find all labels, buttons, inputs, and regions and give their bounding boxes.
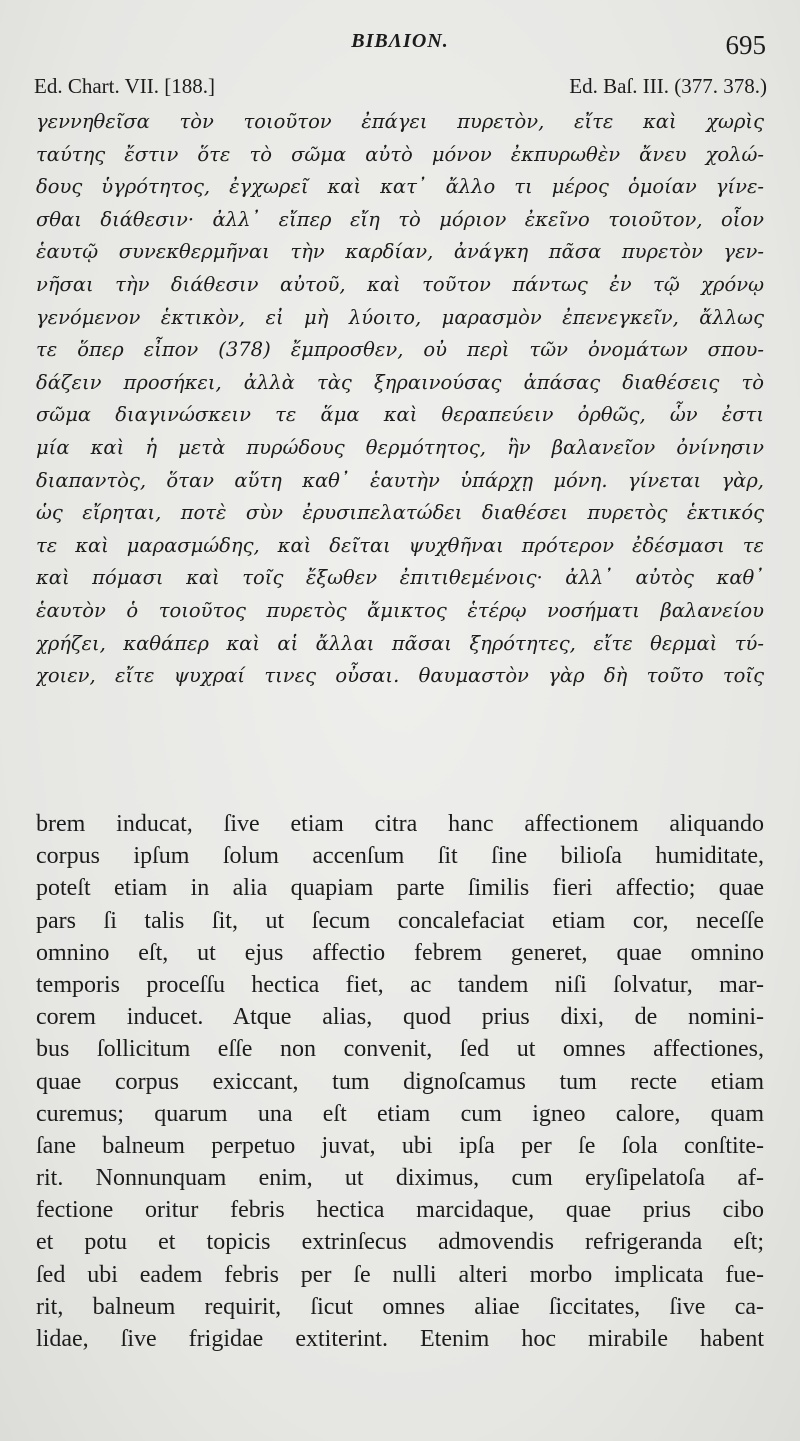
edition-basel: Ed. Baſ. III. (377. 378.)	[569, 74, 767, 98]
latin-text-line: et potu et topicis extrinſecus admovendis refrigeranda eſt;	[36, 1229, 764, 1256]
greek-text-line: ὡς εἴρηται, ποτὲ σὺν ἐρυσιπελατώδει διαθέσει πυρετὸς ἑκτικός	[36, 501, 764, 525]
latin-text-line: fectione oritur febris hectica marcidaque, quae prius cibo	[36, 1197, 764, 1224]
greek-text-line: νῆσαι τὴν διάθεσιν αὐτοῦ, καὶ τοῦτον πάντως ἐν τῷ χρόνῳ	[36, 272, 764, 296]
latin-text-line: bus ſollicitum eſſe non convenit, ſed ut omnes affectiones,	[36, 1036, 764, 1063]
latin-text-line: poteſt etiam in alia quapiam parte ſimilis fieri affectio; quae	[36, 875, 764, 902]
greek-text-line: καὶ πόμασι καὶ τοῖς ἔξωθεν ἐπιτιθεμένοις· ἀλλ᾽ αὐτὸς καθ᾽	[36, 566, 764, 590]
greek-text-line: γενόμενον ἑκτικὸν, εἰ μὴ λύοιτο, μαρασμὸν ἐπενεγκεῖν, ἄλλως	[36, 305, 764, 329]
greek-text-line: ταύτης ἔστιν ὅτε τὸ σῶμα αὐτὸ μόνον ἐκπυρωθὲν ἄνευ χολώ-	[36, 142, 764, 166]
edition-chartier: Ed. Chart. VII. [188.]	[34, 74, 215, 98]
running-title: BIBΛΙΟΝ.	[351, 30, 449, 52]
edition-line	[34, 74, 767, 99]
greek-text-line: γεννηθεῖσα τὸν τοιοῦτον ἐπάγει πυρετὸν, εἴτε καὶ χωρὶς	[36, 110, 764, 133]
latin-text-line: ſane balneum perpetuo juvat, ubi ipſa per ſe ſola conſtite-	[36, 1132, 764, 1159]
latin-text-line: corem inducet. Atque alias, quod prius dixi, de nomini-	[36, 1004, 764, 1031]
latin-text-line: rit, balneum requirit, ſicut omnes aliae ſiccitates, ſive ca-	[36, 1293, 764, 1320]
latin-text-line: curemus; quarum una eſt etiam cum igneo calore, quam	[36, 1100, 764, 1127]
latin-text-line: omnino eſt, ut ejus affectio febrem generet, quae omnino	[36, 939, 764, 966]
latin-text-line: quae corpus exiccant, tum dignoſcamus tum recte etiam	[36, 1068, 764, 1095]
latin-text-line: pars ſi talis ſit, ut ſecum concalefaciat etiam cor, neceſſe	[36, 907, 764, 934]
greek-text-line: ἑαυτὸν ὁ τοιοῦτος πυρετὸς ἄμικτος ἑτέρῳ νοσήματι βαλανείου	[36, 598, 764, 622]
greek-text-block	[36, 106, 764, 693]
page-number: 695	[725, 30, 766, 60]
greek-text-line: σθαι διάθεσιν· ἀλλ᾽ εἴπερ εἴη τὸ μόριον ἐκεῖνο τοιοῦτον, οἷον	[36, 207, 764, 231]
greek-text-line: δους ὑγρότητος, ἐγχωρεῖ καὶ κατ᾽ ἄλλο τι μέρος ὁμοίαν γίνε-	[36, 175, 764, 199]
greek-text-line: μία καὶ ἡ μετὰ πυρώδους θερμότητος, ἣν βαλανεῖον ὀνίνησιν	[36, 435, 764, 459]
greek-text-line: διαπαντὸς, ὅταν αὕτη καθ᾽ ἑαυτὴν ὑπάρχῃ μόνη. γίνεται γὰρ,	[36, 468, 764, 492]
greek-text-line: χρήζει, καθάπερ καὶ αἱ ἄλλαι πᾶσαι ξηρότητες, εἴτε θερμαὶ τύ-	[36, 631, 764, 655]
latin-text-line: corpus ipſum ſolum accenſum ſit ſine bilioſa humiditate,	[36, 843, 764, 870]
latin-text-line: ſed ubi eadem febris per ſe nulli alteri morbo implicata fue-	[36, 1261, 764, 1288]
latin-text-line: rit. Nonnunquam enim, ut diximus, cum eryſipelatoſa af-	[36, 1165, 764, 1192]
latin-text-line: lidae, ſive frigidae extiterint. Etenim hoc mirabile habent	[36, 1326, 764, 1352]
greek-text-line: δάζειν προσήκει, ἀλλὰ τὰς ξηραινούσας ἁπάσας διαθέσεις τὸ	[36, 370, 764, 394]
latin-text-line: temporis proceſſu hectica fiet, ac tandem niſi ſolvatur, mar-	[36, 971, 764, 998]
latin-text-line: brem inducat, ſive etiam citra hanc affectionem aliquando	[36, 811, 764, 837]
greek-text-line: τε καὶ μαρασμώδης, καὶ δεῖται ψυχθῆναι πρότερον ἐδέσμασι τε	[36, 533, 764, 557]
greek-text-line: ἑαυτῷ συνεκθερμῆναι τὴν καρδίαν, ἀνάγκη πᾶσα πυρετὸν γεν-	[36, 240, 764, 264]
latin-text-block	[36, 808, 764, 1355]
greek-text-line: σῶμα διαγινώσκειν τε ἅμα καὶ θεραπεύειν ὀρθῶς, ὧν ἐστι	[36, 403, 764, 427]
greek-text-line: τε ὅπερ εἶπον (378) ἔμπροσθεν, οὐ περὶ τῶν ὀνομάτων σπου-	[36, 338, 764, 362]
greek-text-line: χοιεν, εἴτε ψυχραί τινες οὖσαι. θαυμαστὸν γὰρ δὴ τοῦτο τοῖς	[36, 664, 764, 688]
